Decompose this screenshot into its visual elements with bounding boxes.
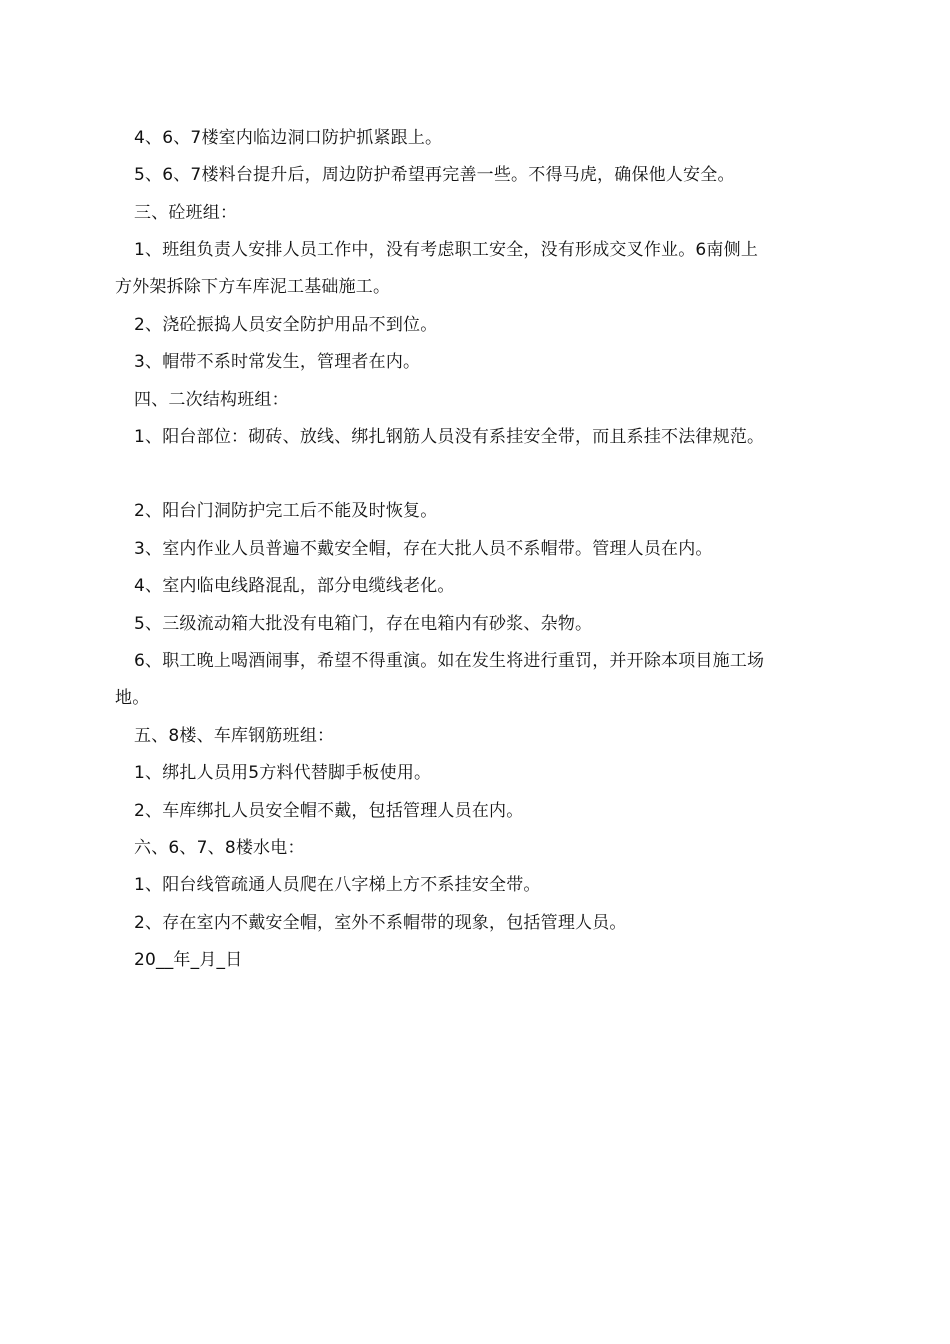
text-line: 5、三级流动箱大批没有电箱门，存在电箱内有砂浆、杂物。 [134, 614, 593, 634]
section-heading: 六、6、7、8楼水电： [134, 838, 305, 858]
text-line: 1、绑扎人员用5方料代替脚手板使用。 [134, 763, 432, 783]
text-line: 地。 [115, 688, 150, 708]
text-line: 3、帽带不系时常发生，管理者在内。 [134, 352, 421, 372]
text-line: 方外架拆除下方车库泥工基础施工。 [115, 277, 391, 297]
date-line: 20__年_月_日 [134, 950, 243, 970]
section-heading: 五、8楼、车库钢筋班组： [134, 726, 335, 746]
text-line: 5、6、7楼料台提升后，周边防护希望再完善一些。不得马虎，确保他人安全。 [134, 165, 735, 185]
text-line: 2、车库绑扎人员安全帽不戴，包括管理人员在内。 [134, 801, 524, 821]
text-line: 6、职工晚上喝酒闹事，希望不得重演。如在发生将进行重罚，并开除本项目施工场 [134, 651, 765, 671]
text-line: 1、阳台部位：砌砖、放线、绑扎钢筋人员没有系挂安全带，而且系挂不法律规范。 [134, 427, 765, 447]
text-line: 4、6、7楼室内临边洞口防护抓紧跟上。 [134, 128, 443, 148]
text-line: 1、阳台线管疏通人员爬在八字梯上方不系挂安全带。 [134, 875, 541, 895]
text-line: 1、班组负责人安排人员工作中，没有考虑职工安全，没有形成交叉作业。6南侧上 [134, 240, 759, 260]
text-line: 2、浇砼振捣人员安全防护用品不到位。 [134, 315, 438, 335]
text-line: 2、阳台门洞防护完工后不能及时恢复。 [134, 501, 438, 521]
text-line: 2、存在室内不戴安全帽，室外不系帽带的现象，包括管理人员。 [134, 913, 627, 933]
text-line: 3、室内作业人员普遍不戴安全帽，存在大批人员不系帽带。管理人员在内。 [134, 539, 713, 559]
text-line: 4、室内临电线路混乱，部分电缆线老化。 [134, 576, 455, 596]
section-heading: 四、二次结构班组： [134, 390, 289, 410]
section-heading: 三、砼班组： [134, 203, 238, 223]
